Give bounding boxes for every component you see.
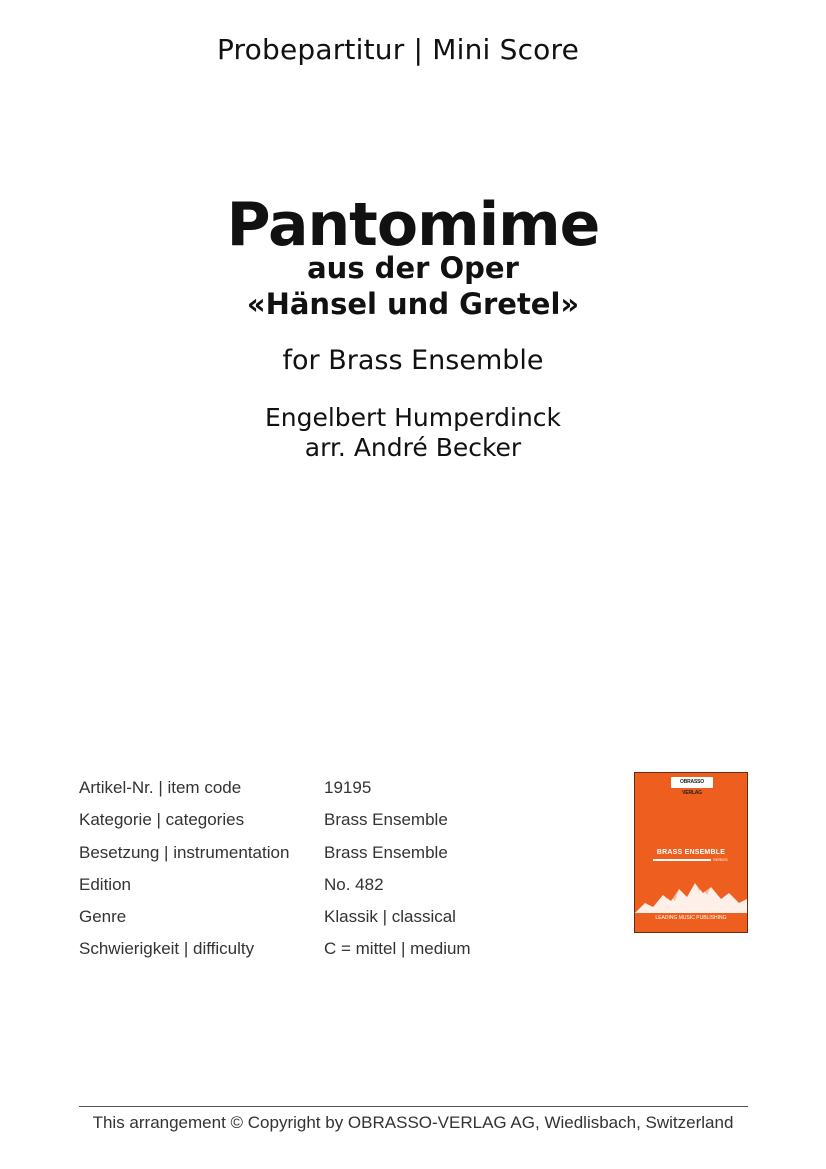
copyright-footer: This arrangement © Copyright by OBRASSO-VERLAG AG, Wiedlisbach, Switzerland <box>92 1113 734 1132</box>
item-info-table <box>79 776 471 970</box>
info-label: Edition <box>79 874 131 894</box>
cover-divider <box>653 859 711 861</box>
info-label: Artikel-Nr. | item code <box>79 778 242 797</box>
info-value: No. 482 <box>324 874 384 894</box>
subtitle-line-2: «Hänsel und Gretel» <box>246 287 580 321</box>
instrumentation-line: for Brass Ensemble <box>282 345 544 376</box>
info-row-genre <box>79 905 471 937</box>
info-row-item-code <box>79 776 471 808</box>
info-label: Schwierigkeit | difficulty <box>79 939 255 959</box>
mountain-icon <box>635 873 747 913</box>
arranger: arr. André Becker <box>304 433 522 462</box>
info-value: 19195 <box>324 778 372 797</box>
cover-series-title: BRASS ENSEMBLE <box>656 849 726 856</box>
info-value: Klassik | classical <box>324 907 456 927</box>
info-label: Besetzung | instrumentation <box>79 842 290 862</box>
info-label: Genre <box>79 907 127 927</box>
score-type-header: Probepartitur | Mini Score <box>216 33 580 66</box>
cover-footer-text: LEADING MUSIC PUBLISHING <box>655 915 727 921</box>
subtitle-line-1: aus der Oper <box>307 251 519 285</box>
info-row-instrumentation <box>79 841 471 873</box>
info-row-edition <box>79 873 471 905</box>
info-value: Brass Ensemble <box>324 842 448 862</box>
info-value: Brass Ensemble <box>324 810 448 830</box>
info-value: C = mittel | medium <box>324 939 471 959</box>
piece-title: Pantomime <box>226 190 600 260</box>
info-row-difficulty <box>79 937 471 969</box>
publisher-logo: OBRASSO VERLAG <box>671 777 713 788</box>
composer: Engelbert Humperdinck <box>264 403 562 432</box>
series-cover-thumbnail <box>634 772 748 933</box>
footer-divider <box>79 1106 748 1107</box>
info-row-categories <box>79 808 471 840</box>
cover-series-small: SERIES <box>713 857 728 862</box>
info-label: Kategorie | categories <box>79 810 245 830</box>
